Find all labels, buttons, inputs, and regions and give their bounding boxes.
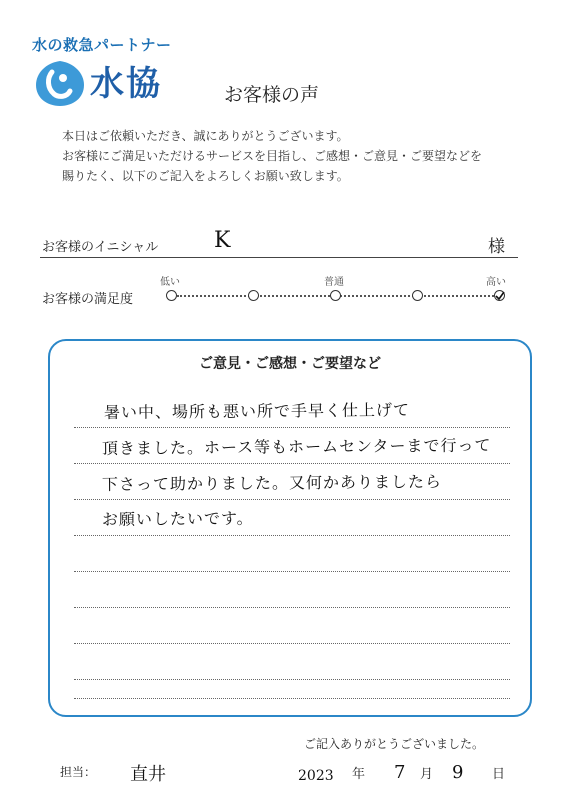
date-year: 2023	[298, 768, 334, 784]
scale-high: 高い	[486, 277, 506, 288]
ruled-line	[74, 698, 510, 699]
date-month: 7	[394, 762, 406, 783]
comment-line: お願いしたいです。	[101, 508, 254, 530]
scale-low: 低い	[160, 277, 180, 288]
ruled-line	[74, 607, 510, 608]
brand-name: 水協	[90, 64, 162, 104]
satisfaction-label: お客様の満足度	[42, 292, 134, 307]
checkmark-icon	[493, 289, 507, 303]
thanks-message: ご記入ありがとうございました。	[304, 737, 485, 751]
satisfaction-option-3[interactable]	[330, 290, 341, 301]
water-drop-logo-icon	[30, 58, 90, 108]
staff-label: 担当：	[60, 765, 97, 779]
brand-tagline: 水の救急パートナー	[32, 36, 172, 54]
ruled-line	[74, 463, 510, 464]
honorific: 様	[488, 237, 505, 257]
satisfaction-option-4[interactable]	[412, 290, 423, 301]
year-unit: 年	[352, 767, 366, 782]
intro-line: お客様にご満足いただけるサービスを目指し、ご感想・ご意見・ご要望などを	[62, 149, 483, 163]
ruled-line	[74, 571, 510, 572]
staff-signature: 直井	[130, 764, 166, 785]
intro-line: 賜りたく、以下のご記入をよろしくお願い致します。	[62, 169, 349, 183]
intro-text	[62, 126, 482, 186]
comment-line: 頂きました。ホース等もホームセンターまで行って	[101, 435, 492, 459]
date-day: 9	[452, 762, 464, 783]
initial-underline	[40, 257, 518, 258]
ruled-line	[74, 427, 510, 428]
month-unit: 月	[420, 767, 434, 782]
comment-line: 下さって助かりました。又何かありましたら	[101, 472, 442, 495]
page-title: お客様の声	[224, 84, 320, 106]
comment-line: 暑い中、場所も悪い所で手早く仕上げて	[103, 400, 410, 423]
satisfaction-option-1[interactable]	[166, 290, 177, 301]
ruled-line	[74, 499, 510, 500]
customer-initial-label: お客様のイニシャル	[42, 240, 159, 255]
scale-mid: 普通	[324, 277, 344, 288]
ruled-line	[74, 643, 510, 644]
day-unit: 日	[492, 767, 506, 782]
intro-line: 本日はご依頼いただき、誠にありがとうございます。	[62, 129, 349, 143]
satisfaction-option-2[interactable]	[248, 290, 259, 301]
comments-title: ご意見・ご感想・ご要望など	[199, 356, 381, 372]
customer-initial-value[interactable]: K	[214, 228, 231, 253]
ruled-line	[74, 535, 510, 536]
ruled-line	[74, 679, 510, 680]
